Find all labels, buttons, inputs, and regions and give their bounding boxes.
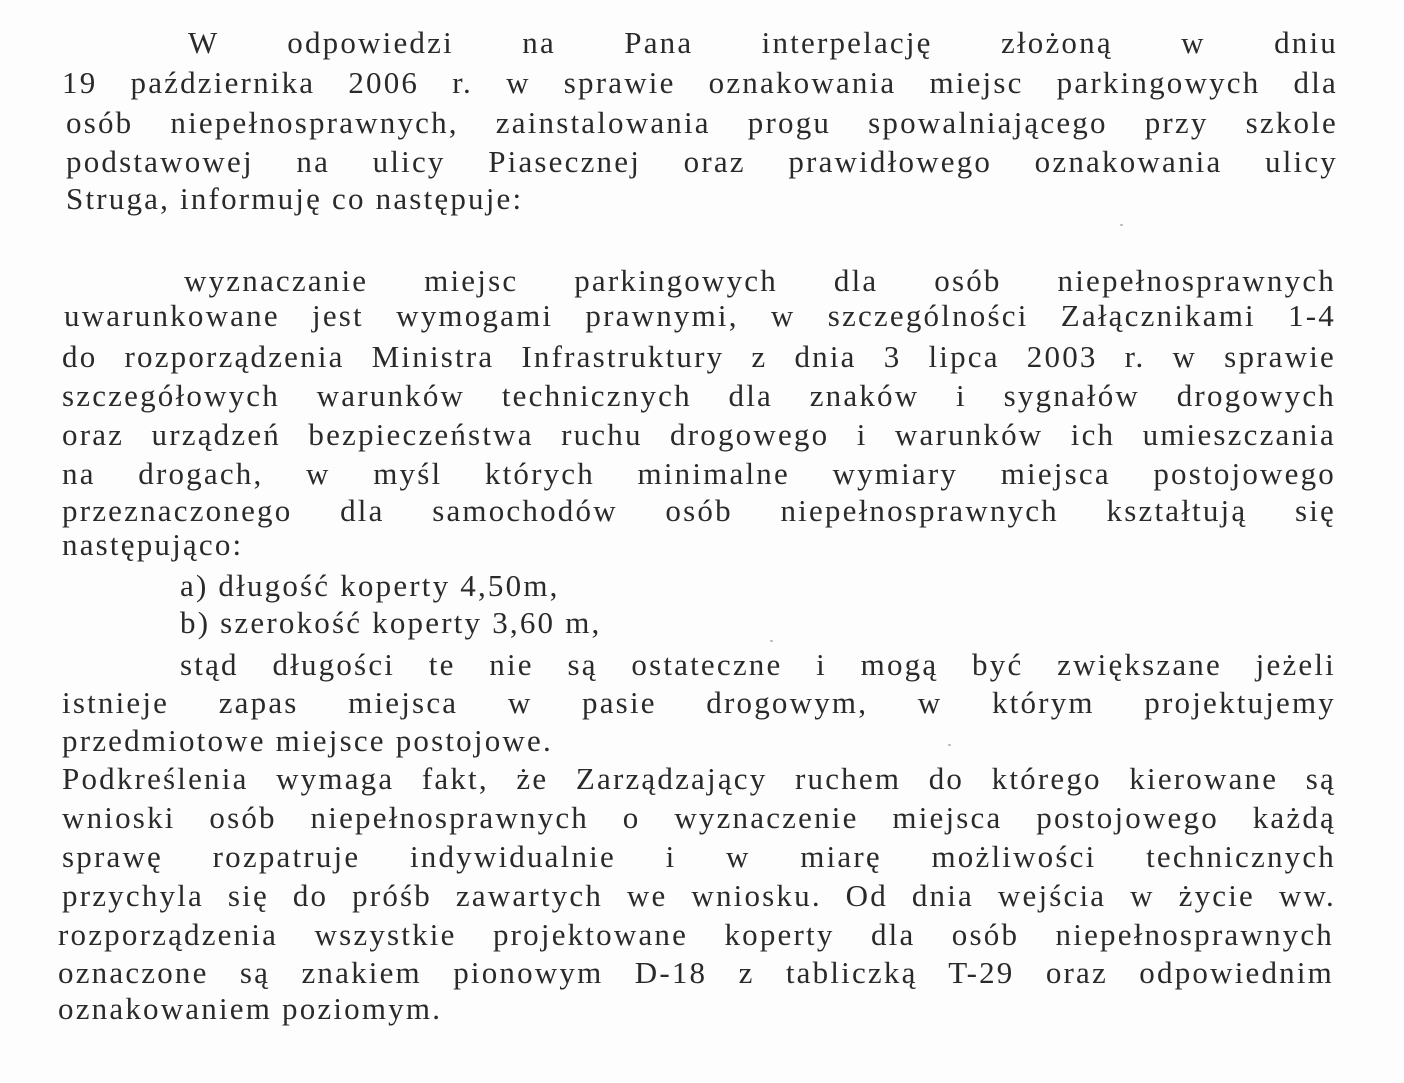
list-item-b: b) szerokość koperty 3,60 m, <box>180 605 602 640</box>
text-line: oznakowaniem poziomym. <box>58 991 443 1026</box>
text-line: przedmiotowe miejsce postojowe. <box>62 723 553 758</box>
list-item-a: a) długość koperty 4,50m, <box>180 568 560 603</box>
text-line: osób niepełnosprawnych, zainstalowania progu spowalniającego przy szkole <box>66 105 1338 140</box>
scan-speck <box>770 640 773 642</box>
text-line: stąd długości te nie są ostateczne i mogą być zwiększane jeżeli <box>180 647 1336 682</box>
text-line: oznaczone są znakiem pionowym D-18 z tabliczką T-29 oraz odpowiednim <box>58 955 1334 990</box>
text-line: na drogach, w myśl których minimalne wymiary miejsca postojowego <box>62 456 1336 491</box>
scan-speck <box>1120 224 1123 226</box>
text-line: 19 października 2006 r. w sprawie oznakowania miejsc parkingowych dla <box>62 65 1338 100</box>
text-line: do rozporządzenia Ministra Infrastruktury z dnia 3 lipca 2003 r. w sprawie <box>62 339 1336 374</box>
text-line: W odpowiedzi na Pana interpelację złożoną w dniu <box>188 25 1338 60</box>
text-line: przychyla się do próśb zawartych we wniosku. Od dnia wejścia w życie ww. <box>62 878 1336 913</box>
text-line: Struga, informuję co następuje: <box>66 181 524 216</box>
text-line: przeznaczonego dla samochodów osób niepełnosprawnych kształtują się <box>62 493 1336 528</box>
text-line: oraz urządzeń bezpieczeństwa ruchu drogowego i warunków ich umieszczania <box>62 417 1336 452</box>
text-line: szczegółowych warunków technicznych dla znaków i sygnałów drogowych <box>62 378 1336 413</box>
text-line: rozporządzenia wszystkie projektowane koperty dla osób niepełnosprawnych <box>58 917 1334 952</box>
text-line: Podkreślenia wymaga fakt, że Zarządzający ruchem do którego kierowane są <box>62 761 1336 796</box>
text-line: podstawowej na ulicy Piasecznej oraz prawidłowego oznakowania ulicy <box>66 144 1338 179</box>
scan-speck <box>948 744 951 746</box>
text-line: następująco: <box>62 527 244 562</box>
text-line: wyznaczanie miejsc parkingowych dla osób niepełnosprawnych <box>184 263 1336 298</box>
text-line: wnioski osób niepełnosprawnych o wyznaczenie miejsca postojowego każdą <box>62 800 1336 835</box>
text-line: sprawę rozpatruje indywidualnie i w miarę możliwości technicznych <box>62 839 1336 874</box>
text-line: uwarunkowane jest wymogami prawnymi, w szczególności Załącznikami 1-4 <box>64 298 1336 333</box>
text-line: istnieje zapas miejsca w pasie drogowym, w którym projektujemy <box>62 685 1336 720</box>
